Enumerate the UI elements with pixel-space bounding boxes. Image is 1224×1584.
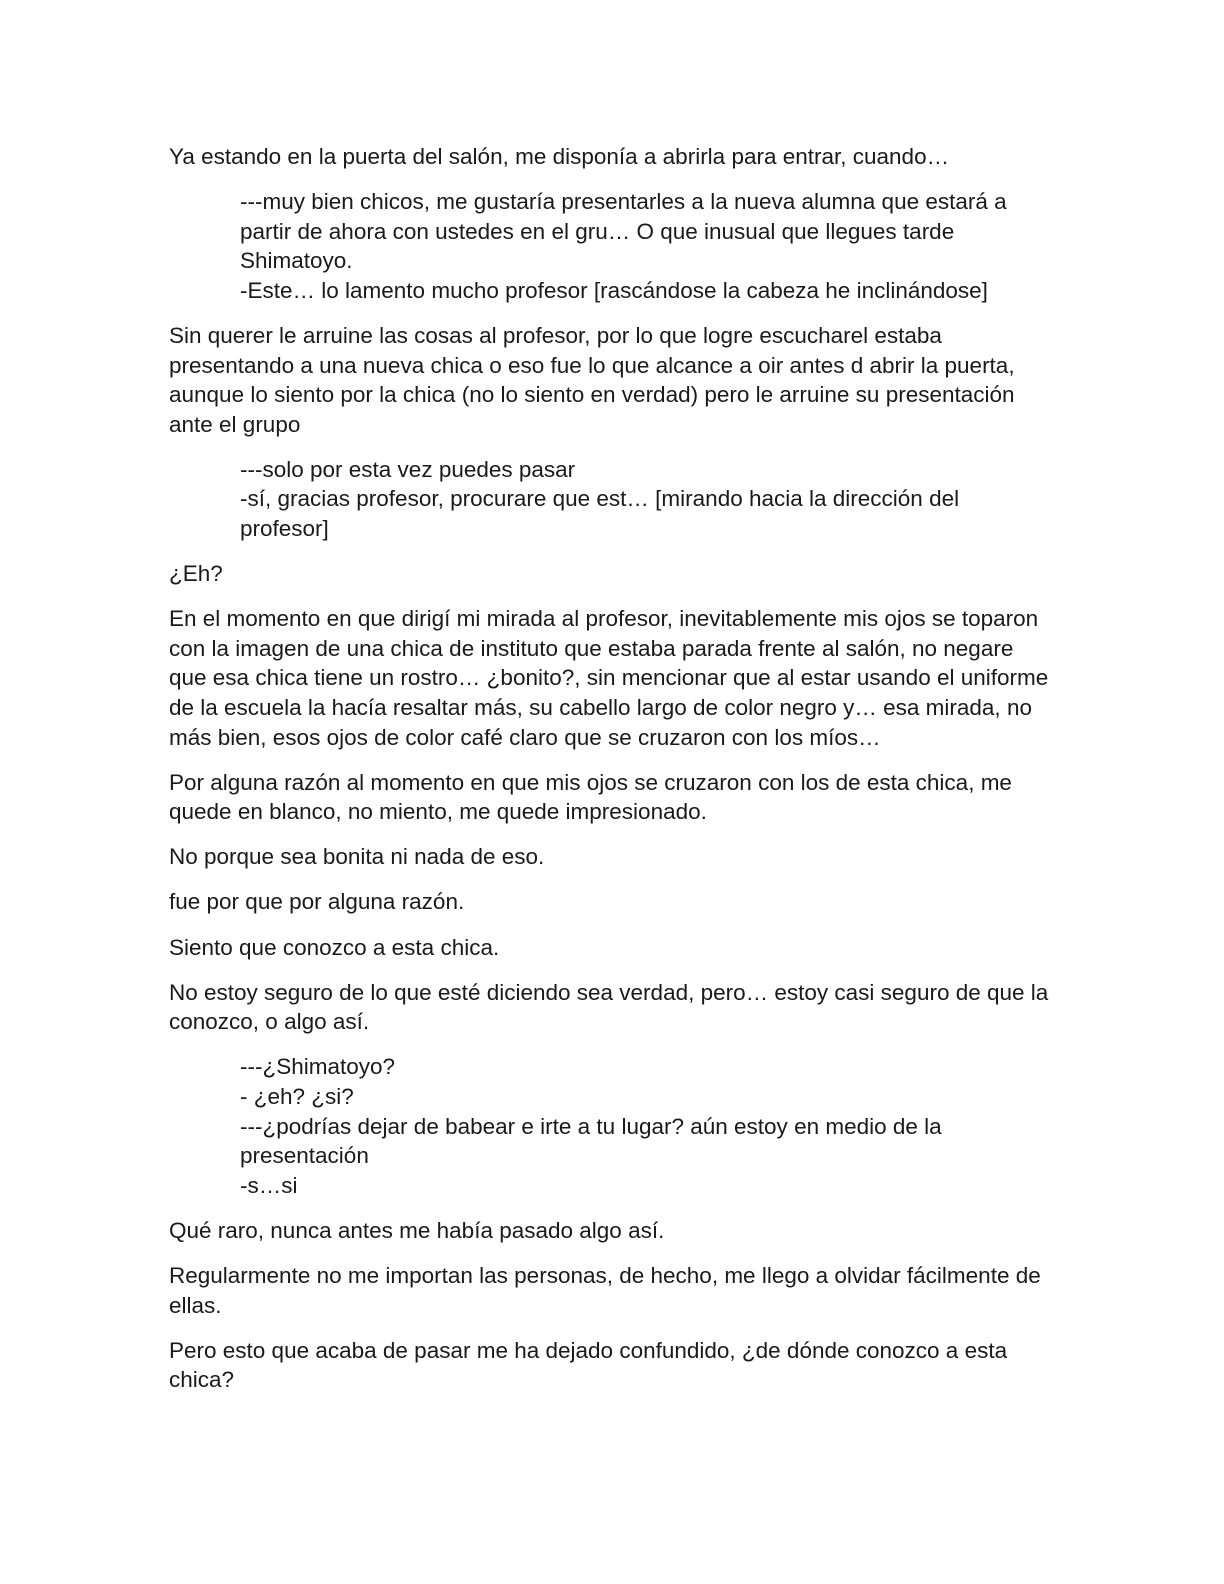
paragraph-7: fue por que por alguna razón. bbox=[169, 889, 465, 915]
paragraph-5: Por alguna razón al momento en que mis ojos se cruzaron con los de esta chica, me quede en blanco, no miento, me quede impresionado. bbox=[169, 769, 1012, 825]
paragraph-1: Ya estando en la puerta del salón, me disponía a abrirla para entrar, cuando… bbox=[169, 144, 950, 169]
paragraph-9: No estoy seguro de lo que esté diciendo sea verdad, pero… estoy casi seguro de que la conozco, o algo así. bbox=[169, 979, 1049, 1035]
dialogue-line: ---muy bien chicos, me gustaría presentarles a la nueva alumna que estará a partir de ahora con ustedes en el gru… O que inusual que llegues tarde Shimatoyo. bbox=[240, 189, 1007, 274]
dialogue-block-3 bbox=[240, 1052, 1049, 1200]
paragraph-8: Siento que conozco a esta chica. bbox=[169, 934, 500, 960]
paragraph-3: ¿Eh? bbox=[169, 561, 223, 587]
dialogue-line: ---¿Shimatoyo? bbox=[240, 1054, 396, 1080]
paragraph-4: En el momento en que dirigí mi mirada al profesor, inevitablemente mis ojos se toparon con la imagen de una chica de instituto que estaba parada frente al salón, no negare que esa chica tiene un rostro… ¿bonito?, sin mencionar que al estar usando el uniforme de la escuela la hacía resaltar más, su cabello largo de color negro y… esa mirada, no más bien, esos ojos de color café claro que se cruzaron con los míos… bbox=[169, 606, 1049, 750]
dialogue-line: ---¿podrías dejar de babear e irte a tu lugar? aún estoy en medio de la presentación bbox=[240, 1113, 942, 1169]
paragraph-12: Pero esto que acaba de pasar me ha dejado confundido, ¿de dónde conozco a esta chica? bbox=[169, 1337, 1008, 1393]
dialogue-line: -sí, gracias profesor, procurare que est… [mirando hacia la dirección del profesor] bbox=[240, 486, 960, 542]
dialogue-line: -s…si bbox=[240, 1172, 298, 1198]
document-body bbox=[169, 142, 1049, 1410]
dialogue-line: -Este… lo lamento mucho profesor [rascándose la cabeza he inclinándose] bbox=[240, 277, 988, 303]
paragraph-11: Regularmente no me importan las personas, de hecho, me llego a olvidar fácilmente de ellas. bbox=[169, 1262, 1041, 1318]
paragraph-2: Sin querer le arruine las cosas al profesor, por lo que logre escucharel estaba presentando a una nueva chica o eso fue lo que alcance a oir antes d abrir la puerta, aunque lo siento por la chica (no lo siento en verdad) pero le arruine su presentación ante el grupo bbox=[169, 322, 1015, 437]
paragraph-10: Qué raro, nunca antes me había pasado algo así. bbox=[169, 1217, 665, 1243]
dialogue-block-1 bbox=[240, 187, 1049, 305]
dialogue-block-2 bbox=[240, 455, 1049, 544]
dialogue-line: - ¿eh? ¿si? bbox=[240, 1083, 354, 1109]
dialogue-line: ---solo por esta vez puedes pasar bbox=[240, 456, 576, 482]
paragraph-6: No porque sea bonita ni nada de eso. bbox=[169, 844, 545, 870]
